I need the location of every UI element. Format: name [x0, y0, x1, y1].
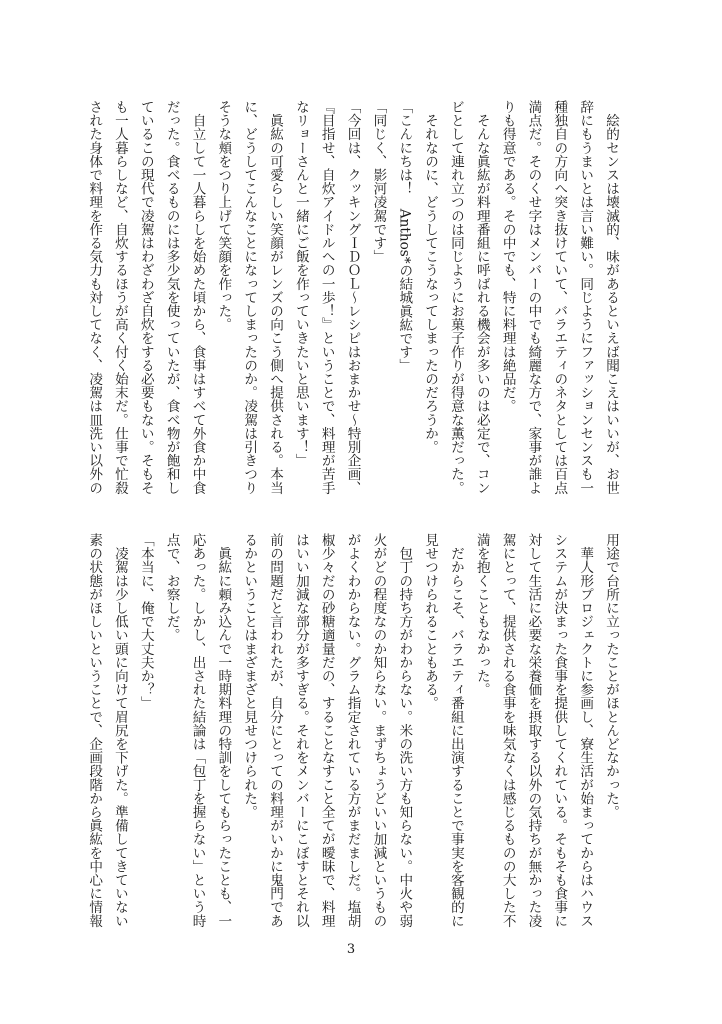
text-column: 自立して一人暮らしを始めた頃から、食事はすべて外食か中食 — [189, 100, 206, 495]
text-column: 絵的センスは壊滅的、味があるといえば聞こえはいいが、お世 — [603, 100, 619, 495]
text-block-upper — [80, 100, 623, 500]
text-column: 椒少々だの砂糖適量だの、することなすこと全てが曖昧で、料理 — [318, 533, 335, 928]
text-column: 凌駕は少し低い頭に向けて眉尻を下げた。準備してきていない — [111, 533, 128, 928]
text-column: 「今回は、クッキングＩＤＯＬ～レシピはおまかせ～特別企画、 — [344, 100, 361, 495]
text-column: 火がどの程度なのか知らない。まずちょうどいい加減というもの — [370, 533, 387, 928]
text-column: ているこの現代で凌駕はわざわざ自炊をする必要もない。そもそ — [137, 100, 154, 495]
text-column: 「本当に、俺で大丈夫か？」 — [137, 533, 154, 710]
text-column: そんな眞紘が料理番組に呼ばれる機会が多いのは必定で、コン — [473, 100, 490, 495]
text-column: 素の状態がほしいということで、企画段階から眞紘を中心に情報 — [86, 533, 103, 928]
text-column: 「こんにちは！ Anthos*の結城眞紘です」 — [396, 100, 413, 373]
page-number: 3 — [346, 942, 356, 957]
text-column: 種独自の方向へ突き抜けていて、バラエティのネタとしては百点 — [551, 100, 568, 495]
text-column: それなのに、どうしてこうなってしまったのだろうか。 — [422, 100, 439, 454]
text-column: だった。食べるものには多少気を使っていたが、食べ物が飽和し — [163, 100, 180, 495]
text-column: 対して生活に必要な栄養価を摂取する以外の気持ちが無かった凌 — [525, 533, 542, 928]
text-column: 見せつけられることもある。 — [422, 533, 439, 710]
text-column: 前の問題だと言われたが、自分にとっての料理がいかに鬼門であ — [267, 533, 284, 928]
text-column: 辞にもうまいとは言い難い。同じようにファッションセンスも一 — [577, 100, 594, 495]
text-column: そうな頬をつり上げて笑顔を作った。 — [215, 100, 232, 332]
text-column: 満点だ。そのくせ字はメンバーの中でも綺麗な方で、家事が誰よ — [525, 100, 542, 495]
text-column: 『目指せ、自炊アイドルへの一歩！』ということで、料理が苦手 — [318, 100, 335, 495]
text-column: システムが決まった食事を提供してくれている。そもそも食事に — [551, 533, 568, 928]
text-block-lower — [80, 533, 623, 933]
text-column: 眞紘の可愛らしい笑顔がレンズの向こう側へ提供される。本当 — [267, 100, 284, 495]
text-column: はいい加減な部分が多すぎる。それをメンバーにこぼすとそれ以 — [292, 533, 309, 928]
text-column: ビとして連れ立つのは同じようにお菓子作りが得意な薫だった。 — [447, 100, 464, 495]
text-column: された身体で料理を作る気力も対してなく、凌駕は皿洗い以外の — [86, 100, 103, 495]
text-column: 点で、お察しだ。 — [163, 533, 180, 642]
text-column: に、どうしてこんなことになってしまったのか。凌駕は引きつり — [241, 100, 258, 495]
text-column: りも得意である。その中でも、特に料理は絶品だ。 — [499, 100, 516, 413]
text-column: 応あった。しかし、出された結論は「包丁を握らない」という時 — [189, 533, 206, 928]
text-column: も一人暮らしなど、自炊するほうが高く付く始末だ。仕事で忙殺 — [111, 100, 128, 495]
text-column: 眞紘に頼み込んで一時期料理の特訓をしてもらったことも、一 — [215, 533, 232, 928]
text-column: 華人形プロジェクトに参画し、寮生活が始まってからはハウス — [577, 533, 594, 928]
text-column: 用途で台所に立ったことがほとんどなかった。 — [603, 533, 619, 819]
text-column: だからこそ、バラエティ番組に出演することで事実を客観的に — [447, 533, 464, 928]
text-column: がよくわからない。グラム指定されている方がまだましだ。塩胡 — [344, 533, 361, 928]
text-column: 「同じく、影河凌駕です」 — [370, 100, 387, 264]
text-column: 満を抱くこともなかった。 — [473, 533, 490, 697]
text-column: るかということはまざまざと見せつけられた。 — [241, 533, 258, 819]
text-column: なリョーさんと一緒にご飯を作っていきたいと思います！」 — [292, 100, 309, 468]
text-column: 駕にとって、提供される食事を味気なくは感じるものの大した不 — [499, 533, 516, 928]
text-column: 包丁の持ち方がわからない。米の洗い方も知らない。中火や弱 — [396, 533, 413, 928]
